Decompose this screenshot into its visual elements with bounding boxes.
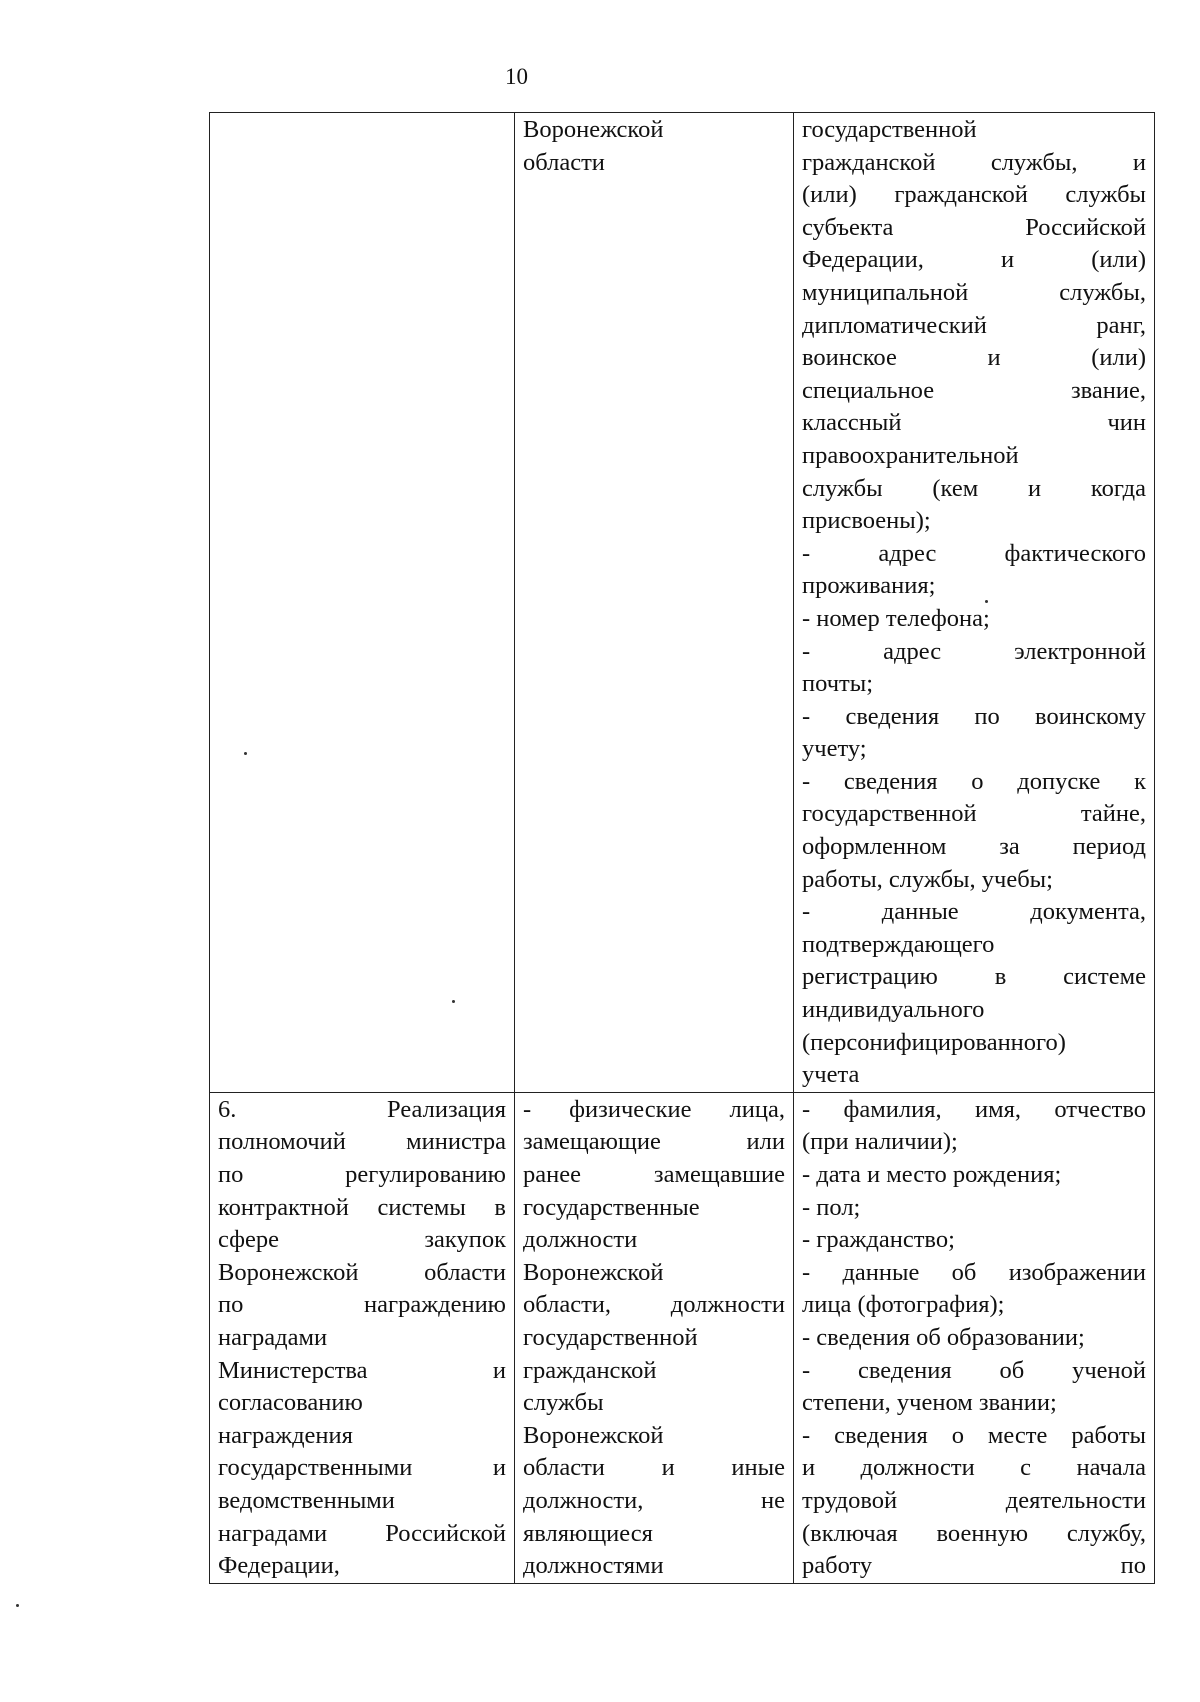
text-line: регистрацию в системе bbox=[802, 963, 1146, 991]
text-line: - гражданство; bbox=[802, 1226, 955, 1254]
text-line: (включая военную службу, bbox=[802, 1519, 1146, 1547]
text-line: должности, не bbox=[523, 1486, 785, 1514]
text-line: - номер телефона; bbox=[802, 604, 990, 632]
text-line: правоохранительной bbox=[802, 441, 1019, 469]
scan-speck bbox=[985, 600, 988, 603]
text-line: работу по bbox=[802, 1552, 1146, 1580]
text-line: степени, ученом звании; bbox=[802, 1389, 1057, 1417]
text-line: воинское и (или) bbox=[802, 344, 1146, 372]
text-line: Федерации, bbox=[218, 1552, 340, 1580]
text-line: награждения bbox=[218, 1421, 353, 1449]
text-line: - пол; bbox=[802, 1193, 861, 1221]
text-line: подтверждающего bbox=[802, 930, 995, 958]
text-line: проживания; bbox=[802, 572, 936, 600]
text-line: - сведения по воинскому bbox=[802, 702, 1146, 730]
text-line: - фамилия, имя, отчество bbox=[802, 1095, 1146, 1123]
cell-purpose bbox=[210, 113, 515, 1093]
cell-data-list bbox=[794, 113, 1155, 1093]
text-line: замещающие или bbox=[523, 1128, 785, 1156]
text-line: (персонифицированного) bbox=[802, 1028, 1066, 1056]
text-line: индивидуального bbox=[802, 996, 985, 1024]
text-line: по награждению bbox=[218, 1291, 506, 1319]
page-number: 10 bbox=[505, 64, 528, 89]
text-line: согласованию bbox=[218, 1389, 363, 1417]
scan-speck bbox=[16, 1604, 19, 1607]
text-line: службы bbox=[523, 1389, 604, 1417]
text-line: учета bbox=[802, 1061, 860, 1089]
scan-speck bbox=[244, 752, 247, 755]
text-line: субъекта Российской bbox=[802, 213, 1146, 241]
text-line: учету; bbox=[802, 735, 867, 763]
text-line: Федерации, и (или) bbox=[802, 246, 1146, 274]
text-line: - адрес электронной bbox=[802, 637, 1146, 665]
text-line: государственные bbox=[523, 1193, 700, 1221]
text-line: и должности с начала bbox=[802, 1454, 1146, 1482]
text-line: оформленном за период bbox=[802, 833, 1146, 861]
text-line: гражданской службы, и bbox=[802, 148, 1146, 176]
text-line: наградами bbox=[218, 1323, 328, 1351]
text-line: - сведения о месте работы bbox=[802, 1421, 1146, 1449]
text-line: по регулированию bbox=[218, 1161, 506, 1188]
text-line: области и иные bbox=[523, 1454, 785, 1482]
text-line: - адрес фактического bbox=[802, 539, 1146, 567]
cell-purpose bbox=[210, 1092, 515, 1583]
text-line: (или) гражданской службы bbox=[802, 181, 1146, 209]
text-line: гражданской bbox=[523, 1356, 657, 1384]
text-line: - физические лица, bbox=[523, 1095, 785, 1123]
text-line: контрактной системы в bbox=[218, 1193, 506, 1221]
text-line: классный чин bbox=[802, 409, 1146, 437]
cell-data-list bbox=[794, 1092, 1155, 1583]
text-line: - сведения об ученой bbox=[802, 1356, 1146, 1384]
text-line: Воронежской области bbox=[218, 1258, 506, 1286]
text-line: государственной bbox=[523, 1323, 698, 1351]
text-line: службы (кем и когда bbox=[802, 474, 1146, 502]
text-line: - данные документа, bbox=[802, 898, 1146, 926]
text-line: Воронежской bbox=[523, 1258, 664, 1286]
text-line: государственными и bbox=[218, 1454, 506, 1482]
text-line: Воронежской bbox=[523, 1421, 664, 1449]
text-line: Воронежской bbox=[523, 116, 664, 143]
text-line: должностями bbox=[523, 1552, 664, 1580]
text-line: - дата и место рождения; bbox=[802, 1161, 1062, 1188]
text-line: области, должности bbox=[523, 1291, 785, 1319]
text-line: должности bbox=[523, 1226, 638, 1254]
text-line: являющиеся bbox=[523, 1519, 653, 1547]
text-line: трудовой деятельности bbox=[802, 1486, 1146, 1514]
text-line: лица (фотография); bbox=[802, 1291, 1005, 1319]
text-line: почты; bbox=[802, 670, 874, 698]
text-line: - данные об изображении bbox=[802, 1258, 1146, 1286]
text-line: наградами Российской bbox=[218, 1519, 506, 1547]
text-line: ранее замещавшие bbox=[523, 1161, 785, 1188]
table-row-6 bbox=[210, 1092, 1155, 1583]
text-line: государственной тайне, bbox=[802, 800, 1146, 828]
cell-subjects bbox=[515, 1092, 794, 1583]
text-line: сфере закупок bbox=[218, 1226, 506, 1254]
text-line: - сведения об образовании; bbox=[802, 1323, 1085, 1351]
text-line: 6. Реализация bbox=[218, 1095, 506, 1123]
text-line: муниципальной службы, bbox=[802, 278, 1146, 306]
text-line: (при наличии); bbox=[802, 1128, 958, 1156]
text-line: полномочий министра bbox=[218, 1128, 506, 1156]
data-table bbox=[209, 112, 1155, 1584]
text-line: специальное звание, bbox=[802, 376, 1146, 404]
text-line: дипломатический ранг, bbox=[802, 311, 1146, 339]
cell-subjects bbox=[515, 113, 794, 1093]
text-line: области bbox=[523, 148, 605, 176]
text-line: присвоены); bbox=[802, 507, 931, 535]
text-line: государственной bbox=[802, 116, 977, 143]
table-row-continued bbox=[210, 113, 1155, 1093]
text-line: ведомственными bbox=[218, 1486, 395, 1514]
text-line: работы, службы, учебы; bbox=[802, 865, 1053, 893]
text-line: - сведения о допуске к bbox=[802, 767, 1146, 795]
scan-speck bbox=[452, 1000, 455, 1003]
text-line: Министерства и bbox=[218, 1356, 506, 1384]
